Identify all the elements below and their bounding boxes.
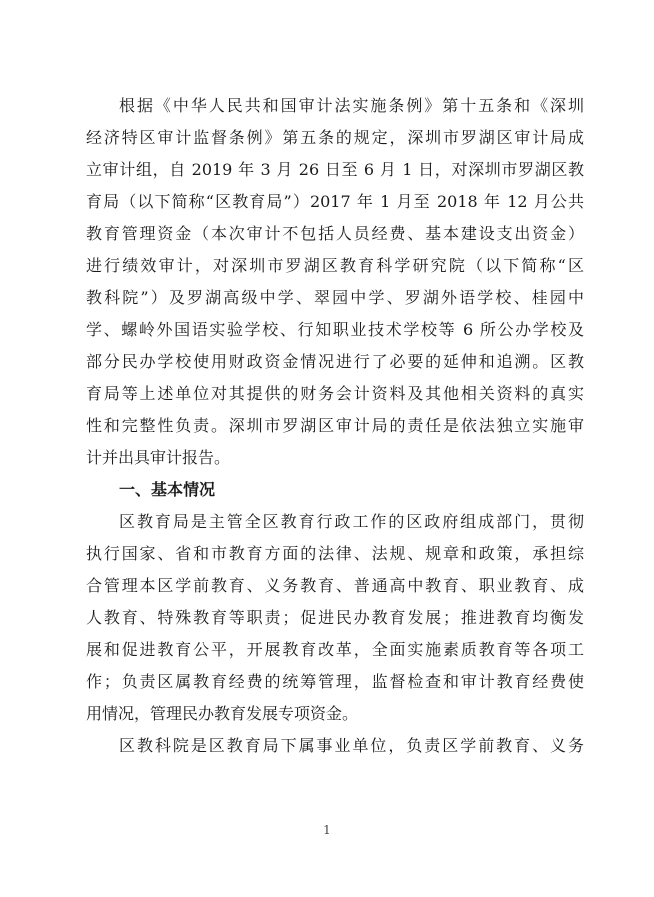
text-line: 用情况，管理民办教育发展专项资金。 [86, 704, 359, 723]
text-line: 执行国家、省和市教育方面的法律、法规、规章和政策，承担综 [86, 544, 584, 563]
text-line: 教科院”）及罗湖高级中学、翠园中学、罗湖外语学校、桂园中 [86, 288, 584, 307]
text-line: 区教科院是区教育局下属事业单位，负责区学前教育、义务 [119, 736, 584, 755]
text-line: 作；负责区属教育经费的统筹管理，监督检查和审计教育经费使 [86, 672, 584, 691]
text-line: 展和促进教育公平，开展教育改革，全面实施素质教育等各项工 [86, 640, 584, 659]
text-line: 学、螺岭外国语实验学校、行知职业技术学校等 6 所公办学校及 [86, 320, 584, 339]
text-line: 计并出具审计报告。 [86, 448, 231, 467]
text-line: 部分民办学校使用财政资金情况进行了必要的延伸和追溯。区教 [86, 352, 584, 371]
text-line: 经济特区审计监督条例》第五条的规定，深圳市罗湖区审计局成 [86, 128, 584, 147]
text-line: 区教育局是主管全区教育行政工作的区政府组成部门，贯彻 [119, 512, 584, 531]
page-number: 1 [323, 823, 331, 837]
text-line: 育局等上述单位对其提供的财务会计资料及其他相关资料的真实 [86, 384, 584, 403]
text-line: 性和完整性负责。深圳市罗湖区审计局的责任是依法独立实施审 [86, 416, 584, 435]
section-heading: 一、基本情况 [119, 480, 216, 499]
text-line: 教育管理资金（本次审计不包括人员经费、基本建设支出资金） [86, 224, 584, 243]
text-line: 人教育、特殊教育等职责；促进民办教育发展；推进教育均衡发 [86, 608, 584, 627]
document-body [86, 90, 584, 762]
text-line: 合管理本区学前教育、义务教育、普通高中教育、职业教育、成 [86, 576, 584, 595]
text-line: 立审计组，自 2019 年 3 月 26 日至 6 月 1 日，对深圳市罗湖区教 [86, 160, 584, 179]
text-line: 根据《中华人民共和国审计法实施条例》第十五条和《深圳 [119, 96, 584, 115]
text-line: 进行绩效审计，对深圳市罗湖区教育科学研究院（以下简称“区 [86, 256, 584, 275]
text-line: 育局（以下简称“区教育局”）2017 年 1 月至 2018 年 12 月公共 [86, 192, 584, 211]
